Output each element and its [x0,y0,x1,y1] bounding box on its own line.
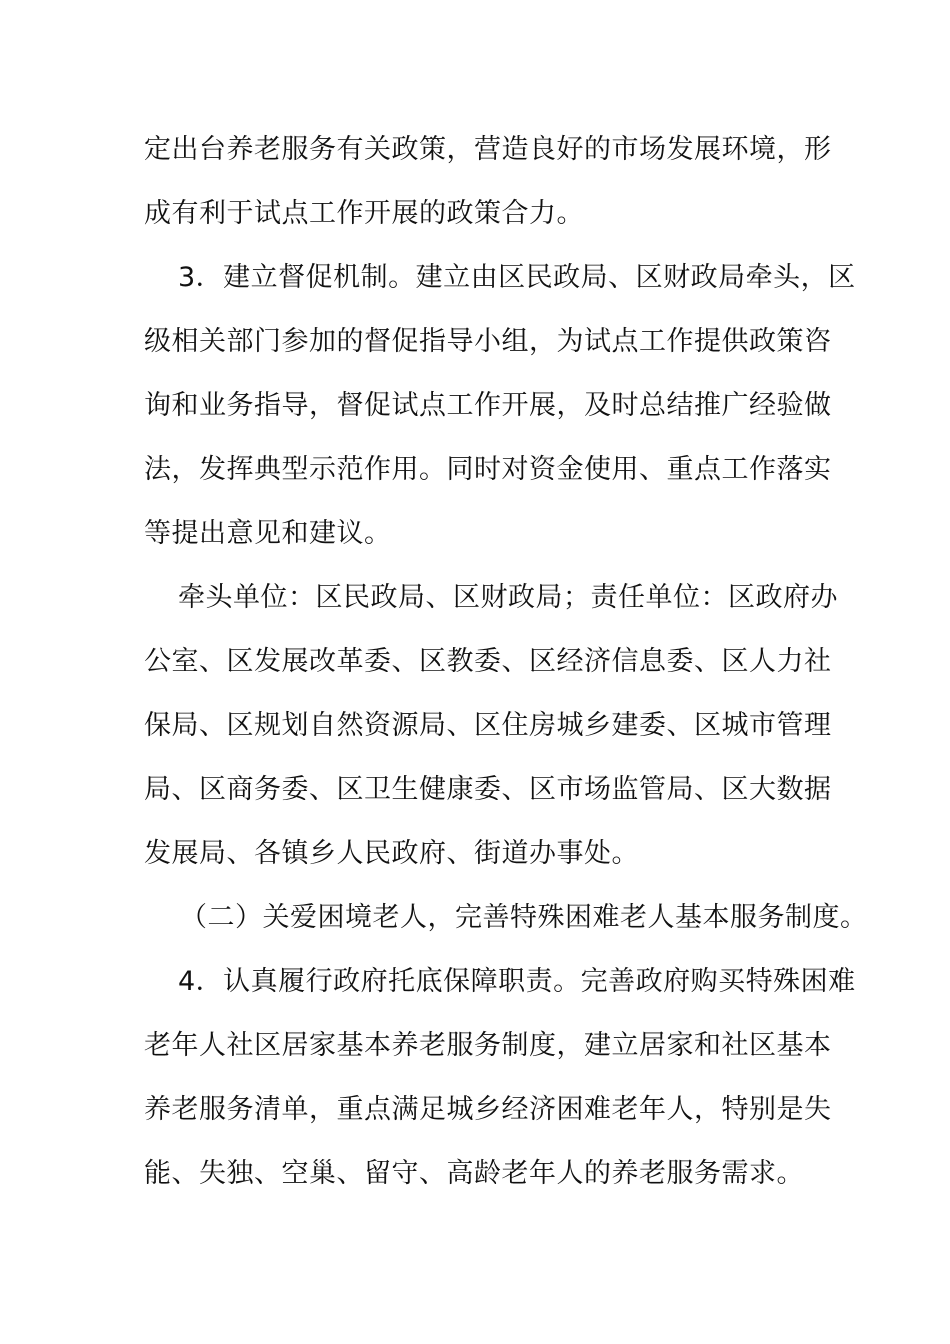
text-line: 4．认真履行政府托底保障职责。完善政府购买特殊困难 [178,966,856,997]
text-line: 牵头单位：区民政局、区财政局；责任单位：区政府办 [178,582,838,613]
text-line: 局、区商务委、区卫生健康委、区市场监管局、区大数据 [144,774,832,805]
text-line: 定出台养老服务有关政策，营造良好的市场发展环境，形 [144,134,832,165]
text-line: 级相关部门参加的督促指导小组，为试点工作提供政策咨 [144,326,832,357]
text-line: 询和业务指导，督促试点工作开展，及时总结推广经验做 [144,390,832,421]
text-line: 公室、区发展改革委、区教委、区经济信息委、区人力社 [144,646,832,677]
text-line: 法，发挥典型示范作用。同时对资金使用、重点工作落实 [144,454,832,485]
text-line: 老年人社区居家基本养老服务制度，建立居家和社区基本 [144,1030,832,1061]
section-heading: （二）关爱困境老人，完善特殊困难老人基本服务制度。 [180,902,868,933]
text-line: 发展局、各镇乡人民政府、街道办事处。 [144,838,639,869]
text-line: 养老服务清单，重点满足城乡经济困难老年人，特别是失 [144,1094,832,1125]
text-line: 能、失独、空巢、留守、高龄老年人的养老服务需求。 [144,1158,804,1189]
text-line: 成有利于试点工作开展的政策合力。 [144,198,584,229]
text-line: 保局、区规划自然资源局、区住房城乡建委、区城市管理 [144,710,832,741]
text-line: 等提出意见和建议。 [144,518,392,549]
text-line: 3．建立督促机制。建立由区民政局、区财政局牵头，区 [178,262,856,293]
